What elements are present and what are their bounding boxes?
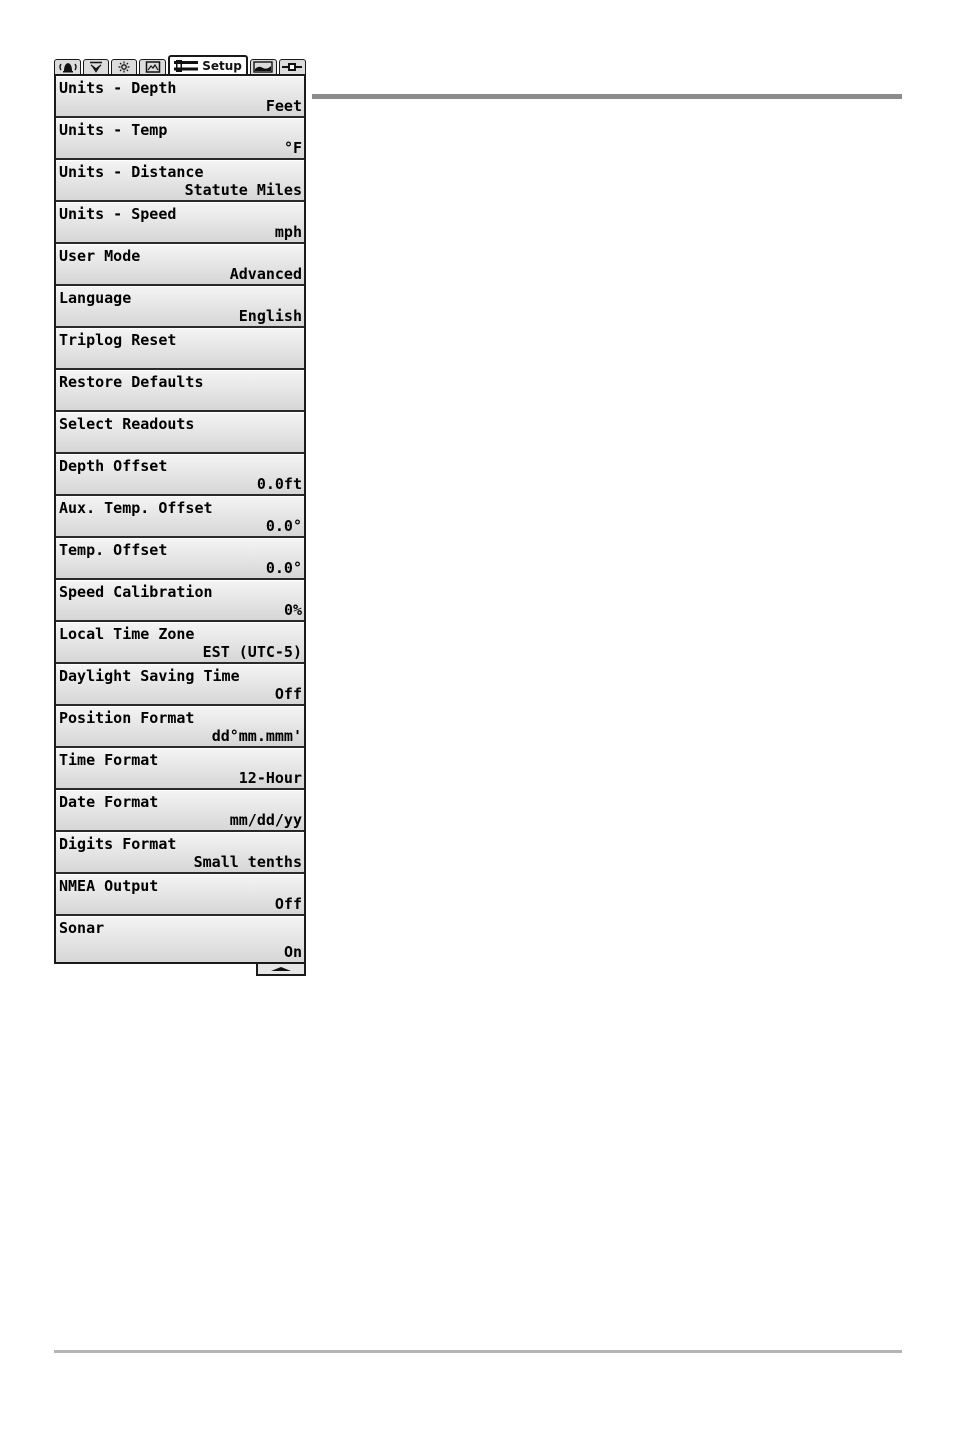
menu-item-label: Units - Depth <box>59 79 177 97</box>
menu-item-restore-defaults[interactable] <box>56 370 304 412</box>
menu-item-label: Units - Temp <box>59 121 168 139</box>
tab-sonar-window[interactable] <box>250 59 277 74</box>
menu-item-label: Depth Offset <box>59 457 168 475</box>
menu-item-label: Aux. Temp. Offset <box>59 499 213 517</box>
menu-item-speed-calibration[interactable] <box>56 580 304 622</box>
menu-item-label: NMEA Output <box>59 877 159 895</box>
brightness-icon <box>117 61 131 73</box>
tab-sonar[interactable] <box>83 59 109 74</box>
tab-brightness[interactable] <box>111 59 137 74</box>
menu-item-user-mode[interactable] <box>56 244 304 286</box>
menu-item-label: Digits Format <box>59 835 177 853</box>
menu-item-label: Units - Speed <box>59 205 177 223</box>
menu-item-value: Feet <box>265 97 302 115</box>
sonar-cone-icon <box>88 61 104 73</box>
tab-views[interactable] <box>139 59 166 74</box>
menu-item-units-distance[interactable] <box>56 160 304 202</box>
menu-item-label: Speed Calibration <box>59 583 213 601</box>
menu-item-digits-format[interactable] <box>56 832 304 874</box>
menu-item-label: Time Format <box>59 751 159 769</box>
menu-item-temp-offset[interactable] <box>56 538 304 580</box>
scroll-up-arrow-icon <box>270 966 292 972</box>
menu-item-value: 0.0° <box>265 517 302 535</box>
menu-item-label: Local Time Zone <box>59 625 195 643</box>
menu-item-label: Position Format <box>59 709 195 727</box>
menu-item-daylight-saving-time[interactable] <box>56 664 304 706</box>
menu-item-value: Small tenths <box>193 853 302 871</box>
menu-item-value: English <box>238 307 302 325</box>
menu-item-value: Off <box>274 685 302 703</box>
sonar-window-icon <box>253 61 273 73</box>
menu-item-value: mph <box>274 223 302 241</box>
page-top-rule <box>312 94 902 99</box>
page-bottom-rule <box>54 1350 902 1353</box>
menu-item-value: 12-Hour <box>238 769 302 787</box>
menu-item-label: Select Readouts <box>59 415 195 433</box>
menu-item-label: Date Format <box>59 793 159 811</box>
menu-item-label: Daylight Saving Time <box>59 667 240 685</box>
tab-setup-label: Setup <box>202 58 242 73</box>
menu-item-select-readouts[interactable] <box>56 412 304 454</box>
menu-item-depth-offset[interactable] <box>56 454 304 496</box>
menu-item-label: Units - Distance <box>59 163 204 181</box>
menu-item-date-format[interactable] <box>56 790 304 832</box>
menu-item-aux-temp-offset[interactable] <box>56 496 304 538</box>
menu-item-label: Temp. Offset <box>59 541 168 559</box>
menu-item-sonar[interactable] <box>56 916 304 962</box>
menu-item-label: Restore Defaults <box>59 373 204 391</box>
menu-item-value: Off <box>274 895 302 913</box>
tab-setup[interactable] <box>168 55 248 74</box>
menu-item-label: Triplog Reset <box>59 331 177 349</box>
alarm-bell-icon <box>57 61 79 73</box>
menu-item-local-time-zone[interactable] <box>56 622 304 664</box>
wrench-icon <box>174 60 198 72</box>
setup-menu-list <box>54 76 306 964</box>
menu-tab-bar <box>54 55 306 76</box>
menu-item-units-speed[interactable] <box>56 202 304 244</box>
menu-item-time-format[interactable] <box>56 748 304 790</box>
tab-accessories[interactable] <box>279 59 306 74</box>
menu-item-units-temp[interactable] <box>56 118 304 160</box>
menu-item-language[interactable] <box>56 286 304 328</box>
menu-item-value: 0.0° <box>265 559 302 577</box>
menu-item-triplog-reset[interactable] <box>56 328 304 370</box>
menu-item-value: 0% <box>283 601 302 619</box>
tab-alarms[interactable] <box>54 59 81 74</box>
menu-item-value: EST (UTC-5) <box>202 643 302 661</box>
scroll-up-tab[interactable] <box>256 964 306 976</box>
menu-item-nmea-output[interactable] <box>56 874 304 916</box>
menu-item-label: User Mode <box>59 247 141 265</box>
menu-item-units-depth[interactable] <box>56 76 304 118</box>
menu-item-value: dd°mm.mmm' <box>211 727 302 745</box>
setup-menu-panel <box>54 55 306 964</box>
screen-view-icon <box>145 61 161 73</box>
menu-item-label: Language <box>59 289 132 307</box>
menu-item-value: mm/dd/yy <box>229 811 302 829</box>
accessory-plug-icon <box>282 61 302 73</box>
menu-item-label: Sonar <box>59 919 105 937</box>
menu-item-value: 0.0ft <box>256 475 302 493</box>
menu-item-value: On <box>283 943 302 961</box>
menu-item-value: Advanced <box>229 265 302 283</box>
menu-item-position-format[interactable] <box>56 706 304 748</box>
menu-item-value: °F <box>283 139 302 157</box>
menu-item-value: Statute Miles <box>184 181 302 199</box>
